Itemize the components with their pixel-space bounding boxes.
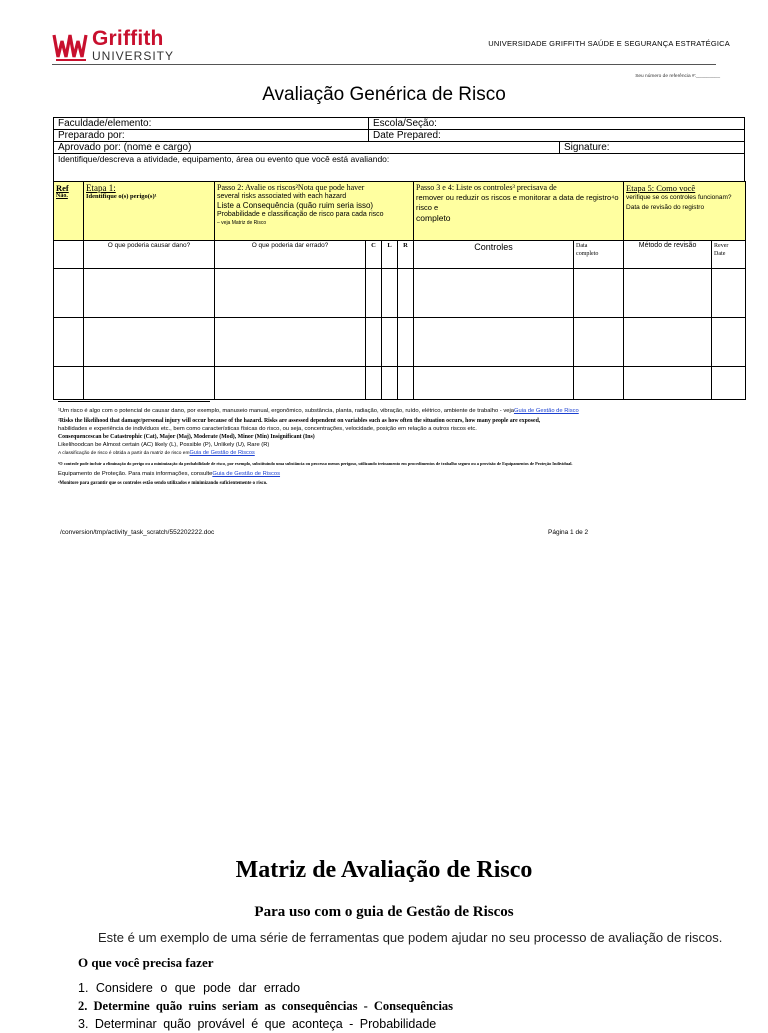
page-title: Avaliação Genérica de Risco [262,84,506,105]
risk-assessment-table [53,181,746,400]
step34-desc-1: remover ou reduzir os riscos e monitorar a data de registro⁴o risco e [416,193,619,212]
date-prepared-field[interactable]: Date Prepared: [369,130,745,142]
col-review-date-a: Rever [714,243,729,249]
col-harm: O que poderia causar dano? [84,241,215,269]
file-path: /conversion/tmp/activity_task_scratch/552202222.doc [60,529,215,536]
matrix-description: Este é um exemplo de uma série de ferramentas que podem ajudar no seu processo de avaliação de riscos. [98,930,723,945]
school-field[interactable]: Escola/Seção: [369,118,745,130]
col-ref [54,241,84,269]
step34-label: Passo 3 e 4: Liste os controles³ precisava de [416,183,557,192]
logo-subtext: UNIVERSITY [92,49,175,63]
matrix-subtitle: Para uso com o guia de Gestão de Riscos [254,904,514,920]
col-likelihood: L [382,241,398,269]
step1-desc: Identifique o(s) perigo(s)¹ [86,193,157,200]
logo-wordmark: Griffith [92,27,164,50]
table-row[interactable] [54,269,746,318]
step2-desc-4: – veja Matriz de Risco [217,220,267,226]
list-item: 2. Determine quão ruins seriam as consequências - Consequências [78,999,454,1013]
table-row[interactable] [54,367,746,400]
col-date-complete-b: completo [576,251,599,257]
footnote-3b-text: Equipamento de Proteção. Para mais informações, consulte [58,471,213,477]
step2-label: Passo 2: Avalie os riscos²Nota que pode haver [217,183,365,192]
column-header-row [54,241,746,269]
risk-guide-link-1[interactable]: Guia de Gestão de Risco [513,408,579,414]
matrix-title: Matriz de Avaliação de Risco [235,857,533,883]
footnote-3b [58,471,748,478]
list-item: 3. Determinar quão provável é que aconteça - Probabilidade [78,1017,437,1031]
footnote-rule [58,401,210,402]
risk-guide-link-3[interactable]: Guia de Gestão de Riscos [212,471,281,477]
step2-desc-1: several risks associated with each hazard [217,193,347,200]
step2-desc-2: Liste a Consequência (quão ruim seria isso) [217,201,374,210]
department-header: UNIVERSIDADE GRIFFITH SAÚDE E SEGURANÇA ESTRATÉGICA [488,39,730,48]
page-number: Página 1 de 2 [548,529,589,536]
footnote-1-text: ¹Um risco é algo com o potencial de causar dano, por exemplo, manuseio manual, ergonômico, substância, planta, radiação, vibração, ruído, elétrico, ambiente de trabalho - veja [58,408,514,414]
step5-desc-2: Data de revisão do registro [626,204,705,211]
table-row[interactable] [54,318,746,367]
footnote-2c: Consequencescan be Catastrophic (Cat), Major (Maj), Moderate (Mod), Minor (Min) Insignificant (Ins) [58,434,315,440]
reference-number: Seu número de referência #:_________ [635,74,720,79]
step1-label: Etapa 1: [86,183,116,193]
ref-label: Ref [56,183,69,193]
footnote-2d: Likelihoodcan be Almost certain (AC) likely (L), Possible (P), Unlikely (U), Rare (R) [58,442,270,448]
ref-no-label: Não. [56,193,68,199]
faculty-field[interactable]: Faculdade/elemento: [54,118,369,130]
step5-desc-1: verifique se os controles funcionam? [626,194,732,201]
footnote-4: ⁴Monitore para garantir que os controles estão sendo utilizados e minimizando suficientemente o risco. [58,481,268,486]
col-review-method: Método de revisão [624,241,712,269]
steps-list [78,979,453,1033]
activity-description-field[interactable]: Identifique/descreva a atividade, equipamento, área ou evento que você está avaliando: [54,154,745,185]
col-wrong: O que poderia dar errado? [215,241,366,269]
col-date-complete-a: Data [576,243,588,249]
griffith-logo-icon [52,27,90,63]
prepared-by-field[interactable]: Preparado por: [54,130,369,142]
steps-header-row [54,182,746,241]
form-info-table [53,117,745,185]
footnote-2b: habilidades e experiência de indivíduos etc., bem como características físicas do risco, ou seja, concentrações, velocidade, posição em relação a outros riscos etc. [58,426,477,432]
footnote-2e [58,450,748,457]
risk-guide-link-2[interactable]: Guia de Gestão de Riscos [189,450,255,456]
approved-by-field[interactable]: Aprovado por: (nome e cargo) [54,142,560,154]
col-consequence: C [366,241,382,269]
list-item: 1. Considere o que pode dar errado [78,981,301,995]
footnote-2e-text: A classificação de risco é obtida a partir da matriz de risco em [58,451,190,456]
footnote-3a: ³O controle pode incluir a eliminação do perigo ou a minimização da probabilidade de risco, por exemplo, substituindo uma substância ou processo menos perigoso, utilizando treinamento em procedimentos de trabalho seguro ou a provisão de Equipamentos de Proteção Individual. [58,461,573,466]
step34-desc-2: completo [416,213,451,223]
step2-desc-3: Probabilidade e classificação de risco para cada risco [217,211,384,218]
signature-field[interactable]: Signature: [560,142,745,154]
footnote-1 [58,408,748,415]
what-to-do-heading: O que você precisa fazer [78,955,214,970]
step5-label: Etapa 5: Como você [626,183,696,193]
header-rule [52,64,716,65]
col-review-date-b: Date [714,251,726,257]
footnote-2a: ²Risks the likelihood that damage/personal injury will occur because of the hazard. Risks are assessed dependent on variables such as how often the situation occurs, how many people are exposed, [58,418,541,424]
col-controls: Controles [414,241,574,269]
col-rating: R [398,241,414,269]
